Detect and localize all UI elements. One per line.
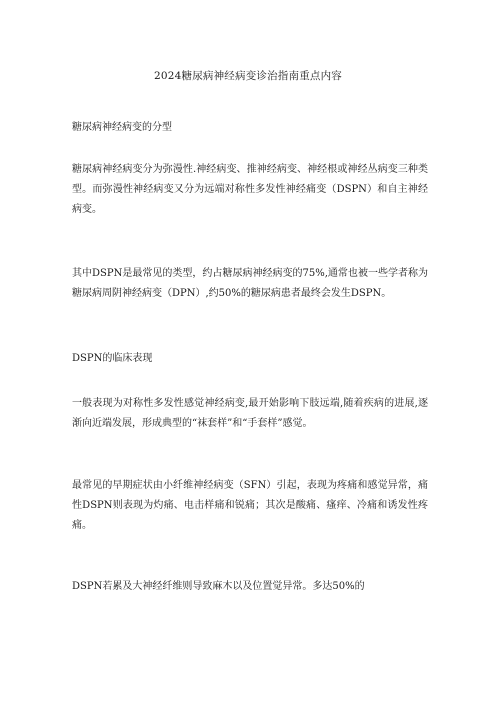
paragraph-early-symptoms: 最常见的早期症状由小纤维神经病变（SFN）引起，表现为疼痛和感觉异常，痛性DSPN则表现为灼痛、电击样痛和锐痛；其次是酸痛、瘙痒、冷痛和诱发性疼痛。 (72, 480, 428, 531)
section-heading-clinical: DSPN的临床表现 (72, 353, 153, 364)
paragraph-large-fiber: DSPN若累及大神经纤维则导致麻木以及位置觉异常。多达50%的 (72, 581, 365, 592)
paragraph-dspn-prevalence: 其中DSPN是最常见的类型，约占糖尿病神经病变的75%,通常也被一些学者称为糖尿病周阴神经病变（DPN）,约50%的糖尿病患者最终会发生DSPN。 (72, 268, 428, 299)
paragraph-classification: 糖尿病神经病变分为弥漫性.神经病变、推神经病变、神经根或神经丛病变三种类型。而弥漫性神经病变又分为远端对称性多发性神经痛变（DSPN）和自主神经病变。 (72, 164, 428, 215)
section-heading-classification: 糖尿病神经病变的分型 (72, 122, 172, 133)
paragraph-clinical-general: 一般表现为对称性多发性感觉神经病变,最开始影响下肢远端,随着疾病的进展,逐渐向近端发展，形成典型的“袜套样”和“手套样”感觉。 (72, 398, 428, 429)
document-title: 2024糖尿病神经病变诊治指南重点内容 (153, 70, 343, 82)
